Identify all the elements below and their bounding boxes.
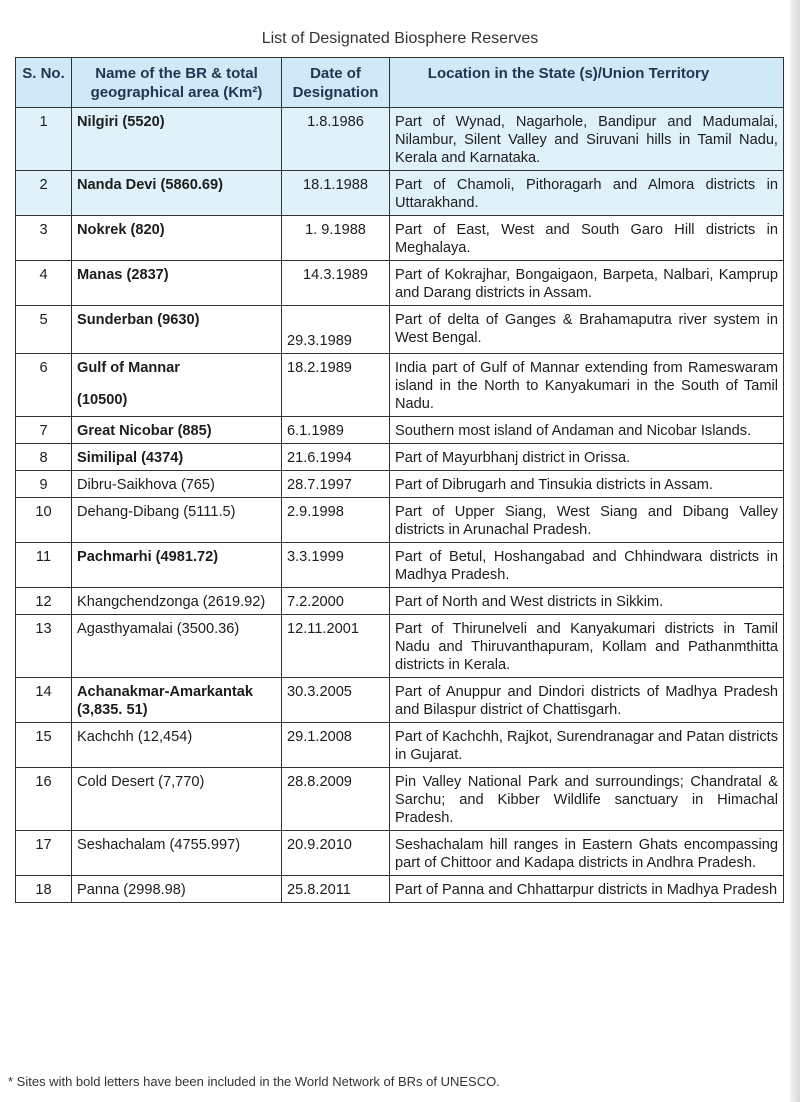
row-location: Part of Kachchh, Rajkot, Surendranagar and Patan districts in Gujarat. [390,723,784,768]
row-name: Dehang-Dibang (5111.5) [72,498,282,543]
row-name: Nanda Devi (5860.69) [72,171,282,216]
header-location: Location in the State (s)/Union Territory [390,58,784,108]
row-date: 28.8.2009 [282,768,390,831]
row-name: Kachchh (12,454) [72,723,282,768]
row-date: 29.1.2008 [282,723,390,768]
row-location: Southern most island of Andaman and Nicobar Islands. [390,417,784,444]
row-location: Part of Dibrugarh and Tinsukia districts in Assam. [390,471,784,498]
table-row [16,417,784,444]
row-name: Achanakmar-Amarkantak (3,835. 51) [72,678,282,723]
row-date: 6.1.1989 [282,417,390,444]
table-row [16,768,784,831]
table-row [16,831,784,876]
row-sno: 10 [16,498,72,543]
row-sno: 12 [16,588,72,615]
row-date: 14.3.1989 [282,261,390,306]
header-date: Date of Designation [282,58,390,108]
table-row [16,354,784,417]
row-date: 1. 9.1988 [282,216,390,261]
table-row [16,171,784,216]
row-location: Part of Anuppur and Dindori districts of Madhya Pradesh and Bilaspur district of Chattisgarh. [390,678,784,723]
row-sno: 7 [16,417,72,444]
row-date: 1.8.1986 [282,108,390,171]
row-date: 28.7.1997 [282,471,390,498]
row-sno: 4 [16,261,72,306]
row-location: Part of Kokrajhar, Bongaigaon, Barpeta, Nalbari, Kamprup and Darang districts in Assam. [390,261,784,306]
row-location: India part of Gulf of Mannar extending from Rameswaram island in the North to Kanyakumari in the South of Tamil Nadu. [390,354,784,417]
table-row [16,306,784,354]
row-location: Pin Valley National Park and surroundings; Chandratal & Sarchu; and Kibber Wildlife sanctuary in Himachal Pradesh. [390,768,784,831]
table-header-row [16,58,784,108]
row-name: Nilgiri (5520) [72,108,282,171]
row-sno: 17 [16,831,72,876]
row-sno: 11 [16,543,72,588]
row-name: Dibru-Saikhova (765) [72,471,282,498]
row-sno: 8 [16,444,72,471]
row-location: Part of Thirunelveli and Kanyakumari districts in Tamil Nadu and Thiruvanthapuram, Kollam and Pathanmthitta districts in Kerala. [390,615,784,678]
row-sno: 2 [16,171,72,216]
row-name: Pachmarhi (4981.72) [72,543,282,588]
row-date: 20.9.2010 [282,831,390,876]
header-sno: S. No. [16,58,72,108]
table-row [16,723,784,768]
row-name: Similipal (4374) [72,444,282,471]
table-row [16,588,784,615]
row-name-line1: Gulf of Mannar [77,360,180,376]
row-location: Part of Upper Siang, West Siang and Dibang Valley districts in Arunachal Pradesh. [390,498,784,543]
row-sno: 9 [16,471,72,498]
row-sno: 5 [16,306,72,354]
row-name: Khangchendzonga (2619.92) [72,588,282,615]
row-location: Part of Chamoli, Pithoragarh and Almora districts in Uttarakhand. [390,171,784,216]
row-location: Seshachalam hill ranges in Eastern Ghats encompassing part of Chittoor and Kadapa districts in Andhra Pradesh. [390,831,784,876]
table-row [16,444,784,471]
row-sno: 14 [16,678,72,723]
footnote: * Sites with bold letters have been included in the World Network of BRs of UNESCO. [8,1074,500,1089]
table-row [16,543,784,588]
row-location: Part of Betul, Hoshangabad and Chhindwara districts in Madhya Pradesh. [390,543,784,588]
row-sno: 1 [16,108,72,171]
row-location: Part of East, West and South Garo Hill districts in Meghalaya. [390,216,784,261]
row-name: Seshachalam (4755.997) [72,831,282,876]
row-date: 7.2.2000 [282,588,390,615]
row-name: Panna (2998.98) [72,876,282,903]
row-sno: 18 [16,876,72,903]
row-date: 2.9.1998 [282,498,390,543]
row-name: Great Nicobar (885) [72,417,282,444]
row-date: 21.6.1994 [282,444,390,471]
page-edge [790,0,800,1102]
row-name: Nokrek (820) [72,216,282,261]
row-date: 30.3.2005 [282,678,390,723]
table-row [16,216,784,261]
table-row [16,261,784,306]
table-row [16,108,784,171]
row-sno: 13 [16,615,72,678]
row-name: Agasthyamalai (3500.36) [72,615,282,678]
row-date: 18.1.1988 [282,171,390,216]
row-location: Part of Panna and Chhattarpur districts in Madhya Pradesh [390,876,784,903]
header-name: Name of the BR & total geographical area (Km²) [72,58,282,108]
row-name: Manas (2837) [72,261,282,306]
row-name [72,354,282,417]
row-sno: 6 [16,354,72,417]
table-row [16,876,784,903]
row-sno: 15 [16,723,72,768]
row-location: Part of North and West districts in Sikkim. [390,588,784,615]
biosphere-reserves-table [15,57,784,903]
row-location: Part of delta of Ganges & Brahamaputra river system in West Bengal. [390,306,784,354]
row-name: Sunderban (9630) [72,306,282,354]
table-row [16,471,784,498]
row-location: Part of Mayurbhanj district in Orissa. [390,444,784,471]
table-row [16,498,784,543]
row-location: Part of Wynad, Nagarhole, Bandipur and Madumalai, Nilambur, Silent Valley and Siruvani hills in Tamil Nadu, Kerala and Karnataka. [390,108,784,171]
row-date: 3.3.1999 [282,543,390,588]
page-title: List of Designated Biosphere Reserves [261,30,539,47]
row-sno: 3 [16,216,72,261]
row-date: 12.11.2001 [282,615,390,678]
row-name: Cold Desert (7,770) [72,768,282,831]
row-name-line2: (10500) [77,392,128,408]
row-sno: 16 [16,768,72,831]
table-row [16,678,784,723]
row-date: 18.2.1989 [282,354,390,417]
row-date: 25.8.2011 [282,876,390,903]
table-row [16,615,784,678]
row-date: 29.3.1989 [282,306,390,354]
